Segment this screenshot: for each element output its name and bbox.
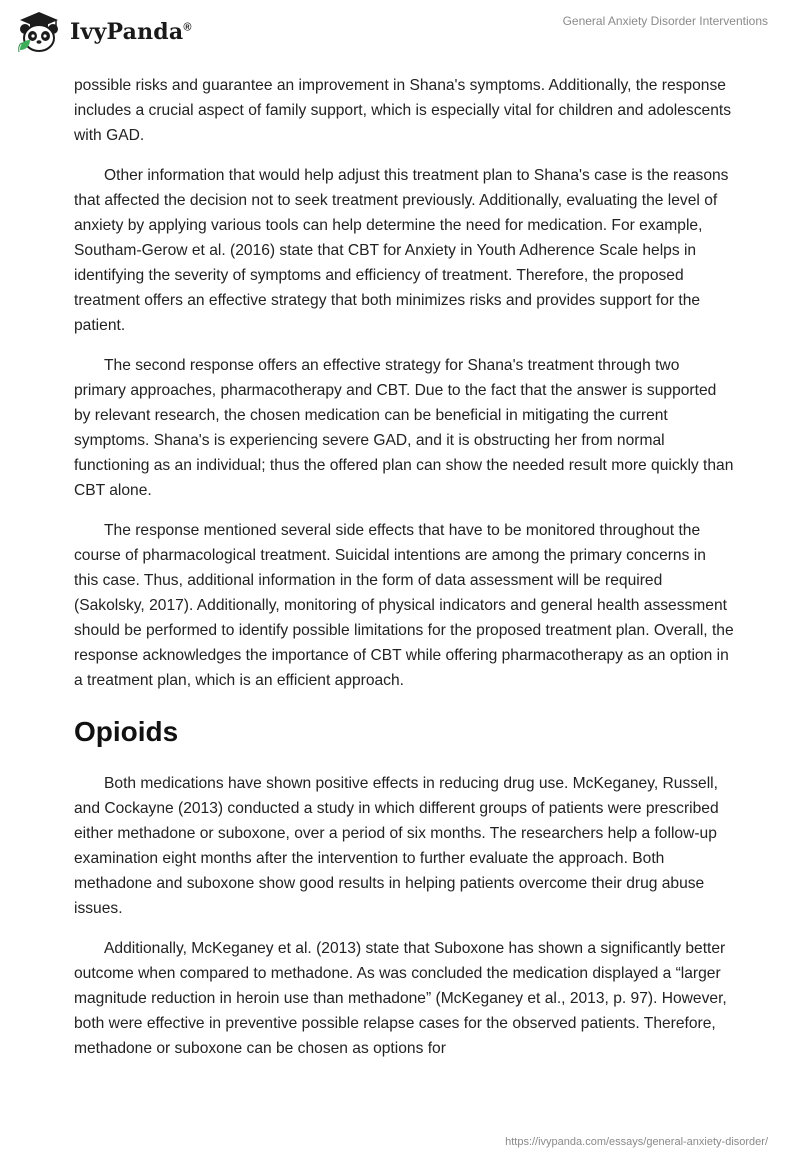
paragraph: Both medications have shown positive effects in reducing drug use. McKeganey, Russell, and Cockayne (2013) conducted a study in which different groups of patients were prescribed either methadone or suboxone, over a period of six months. The researchers help a follow-up examination eight months after the intervention to further evaluate the approach. Both methadone and suboxone show good results in helping patients overcome their drug abuse issues.	[74, 775, 719, 917]
paragraph: possible risks and guarantee an improvement in Shana's symptoms. Additionally, the response includes a crucial aspect of family support, which is especially vital for children and adolescents with GAD.	[74, 77, 731, 144]
brand-name: IvyPanda®	[70, 19, 192, 45]
essay-body	[74, 73, 734, 1076]
section-heading: Opioids	[74, 716, 179, 747]
paragraph: The second response offers an effective strategy for Shana's treatment through two primary approaches, pharmacotherapy and CBT. Due to the fact that the answer is supported by relevant research, the chosen medication can be beneficial in mitigating the current symptoms. Shana's is experiencing severe GAD, and it is obstructing her from normal functioning as an individual; thus the offered plan can show the needed result more quickly than CBT alone.	[74, 357, 734, 499]
paragraph: The response mentioned several side effects that have to be monitored throughout the course of pharmacological treatment. Suicidal intentions are among the primary concerns in this case. Thus, additional information in the form of data assessment will be required (Sakolsky, 2017). Additionally, monitoring of physical indicators and general health assessment should be performed to identify possible limitations for the proposed treatment plan. Overall, the response acknowledges the importance of CBT while offering pharmacotherapy as an option in a treatment plan, which is an efficient approach.	[74, 522, 734, 689]
page-header	[0, 0, 800, 64]
document-title: General Anxiety Disorder Interventions	[562, 14, 768, 28]
brand-logo[interactable]	[16, 10, 192, 54]
paragraph: Other information that would help adjust this treatment plan to Shana's case is the reasons that affected the decision not to seek treatment previously. Additionally, evaluating the level of anxiety by applying various tools can help determine the need for medication. For example, Southam-Gerow et al. (2016) state that CBT for Anxiety in Youth Adherence Scale helps in identifying the severity of symptoms and efficiency of treatment. Therefore, the proposed treatment offers an effective strategy that both minimizes risks and provides support for the patient.	[74, 167, 729, 334]
paragraph: Additionally, McKeganey et al. (2013) state that Suboxone has shown a significantly better outcome when compared to methadone. As was concluded the medication displayed a “larger magnitude reduction in heroin use than methadone” (McKeganey et al., 2013, p. 97). However, both were effective in preventive possible relapse cases for the observed patients. Therefore, methadone or suboxone can be chosen as options for	[74, 940, 727, 1057]
source-url[interactable]: https://ivypanda.com/essays/general-anxiety-disorder/	[505, 1136, 768, 1148]
panda-logo-icon	[16, 10, 62, 54]
